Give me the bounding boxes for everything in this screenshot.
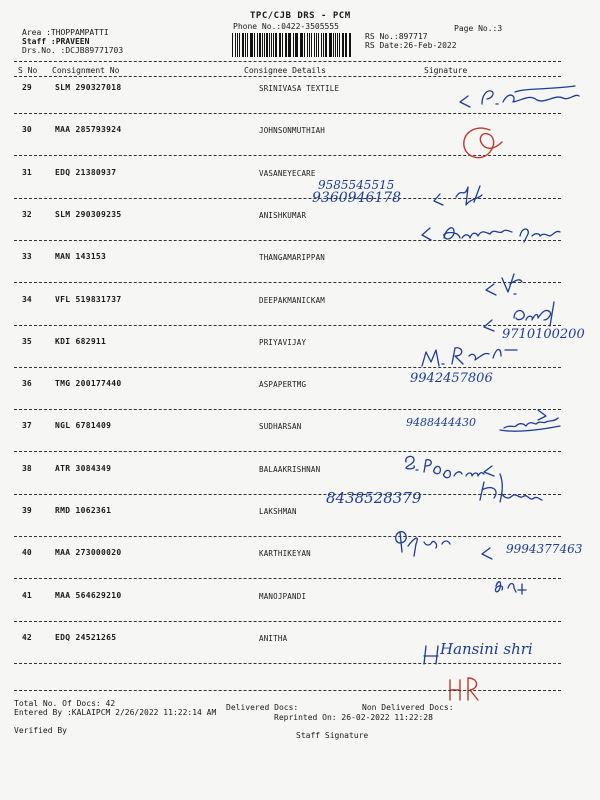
signature-row-32	[422, 228, 560, 242]
handwritten-phone-5: 9488444430	[406, 416, 476, 429]
row-consignee: MANOJPANDI	[259, 592, 307, 601]
row-consignee: BALAAKRISHNAN	[259, 465, 321, 474]
divider	[14, 690, 561, 691]
signature-row-31	[434, 186, 482, 205]
row-consignee: DEEPAKMANICKAM	[259, 296, 326, 305]
row-consignment-no: KDI 682911	[55, 337, 107, 346]
row-sno: 33	[22, 252, 32, 261]
row-sno: 35	[22, 337, 32, 346]
handwritten-name: Hansini shri	[440, 640, 533, 658]
row-consignment-no: ATR 3084349	[55, 464, 112, 473]
row-sno: 36	[22, 379, 32, 388]
total-docs: Total No. Of Docs: 42	[14, 699, 116, 708]
signature-row-29	[460, 86, 579, 107]
row-consignment-no: SLM 290309235	[55, 210, 122, 219]
row-consignee: ANITHA	[259, 634, 288, 643]
row-sno: 30	[22, 125, 32, 134]
row-sno: 38	[22, 464, 32, 473]
delivered-docs: Delivered Docs:	[226, 703, 299, 712]
row-sno: 31	[22, 168, 32, 177]
row-consignment-no: MAN 143153	[55, 252, 107, 261]
signature-row-40	[495, 582, 526, 594]
row-sno: 39	[22, 506, 32, 515]
signature-row-35	[422, 348, 517, 366]
row-consignment-no: EDQ 24521265	[55, 633, 117, 642]
col-header-sno: S No	[18, 66, 38, 75]
handwritten-phone-6: 8438528379	[326, 489, 422, 507]
handwritten-phone-1: 9585545515	[318, 178, 395, 192]
phone-number: Phone No.:0422-3505555	[233, 22, 339, 31]
row-consignment-no: RMD 1062361	[55, 506, 112, 515]
verified-by: Verified By	[14, 726, 67, 735]
row-consignee: VASANEYECARE	[259, 169, 316, 178]
signature-row-42	[424, 646, 438, 664]
row-consignee: SRINIVASA TEXTILE	[259, 84, 340, 93]
signature-row-36	[500, 410, 560, 431]
signature-row-33	[486, 274, 522, 295]
row-consignee: SUDHARSAN	[259, 422, 302, 431]
row-consignment-no: TMG 200177440	[55, 379, 122, 388]
row-consignment-no: EDQ 21380937	[55, 168, 117, 177]
row-sno: 29	[22, 83, 32, 92]
handwritten-phone-3: 9710100200	[502, 327, 585, 342]
staff-field: Staff :PRAVEEN	[22, 37, 90, 46]
row-consignee: THANGAMARIPPAN	[259, 253, 326, 262]
signature-row-38	[406, 456, 542, 502]
handwritten-phone-7: 9994377463	[506, 542, 583, 556]
row-consignee: PRIYAVIJAY	[259, 338, 307, 347]
row-sno: 34	[22, 295, 32, 304]
row-consignee: KARTHIKEYAN	[259, 549, 311, 558]
reprinted-on: Reprinted On: 26-02-2022 11:22:28	[274, 713, 433, 722]
row-sno: 41	[22, 591, 32, 600]
handwritten-phone-4: 9942457806	[410, 371, 493, 386]
col-header-consignee: Consignee Details	[244, 66, 326, 75]
row-sno: 42	[22, 633, 32, 642]
signature-row-39	[396, 532, 492, 559]
row-consignment-no: VFL 519831737	[55, 295, 122, 304]
row-consignment-no: SLM 290327018	[55, 83, 122, 92]
page-number: Page No.:3	[454, 24, 503, 33]
sheet-title: TPC/CJB DRS - PCM	[250, 11, 351, 21]
row-sno: 37	[22, 421, 32, 430]
area-field: Area :THOPPAMPATTI	[22, 28, 109, 37]
col-header-consignment: Consignment No	[52, 66, 120, 75]
signature-row-42-mark	[450, 678, 478, 700]
row-consignment-no: MAA 273000020	[55, 548, 122, 557]
row-sno: 32	[22, 210, 32, 219]
rs-number: RS No.:897717	[365, 32, 428, 41]
row-consignment-no: NGL 6781409	[55, 421, 112, 430]
non-delivered-docs: Non Delivered Docs:	[362, 703, 454, 712]
row-consignment-no: MAA 564629210	[55, 591, 122, 600]
row-sno: 40	[22, 548, 32, 557]
row-consignee: JOHNSONMUTHIAH	[259, 126, 326, 135]
staff-signature: Staff Signature	[296, 731, 369, 740]
signature-row-30	[464, 128, 502, 157]
drs-number: Drs.No. :DCJB89771703	[22, 46, 124, 55]
col-header-signature: Signature	[424, 66, 468, 75]
row-consignee: ANISHKUMAR	[259, 211, 307, 220]
row-consignment-no: MAA 285793924	[55, 125, 122, 134]
rs-date: RS Date:26-Feb-2022	[365, 41, 457, 50]
entered-by: Entered By :KALAIPCM 2/26/2022 11:22:14 AM	[14, 708, 217, 717]
row-consignee: ASPAPERTMG	[259, 380, 307, 389]
handwritten-phone-2: 9360946178	[312, 190, 402, 206]
row-consignee: LAKSHMAN	[259, 507, 297, 516]
